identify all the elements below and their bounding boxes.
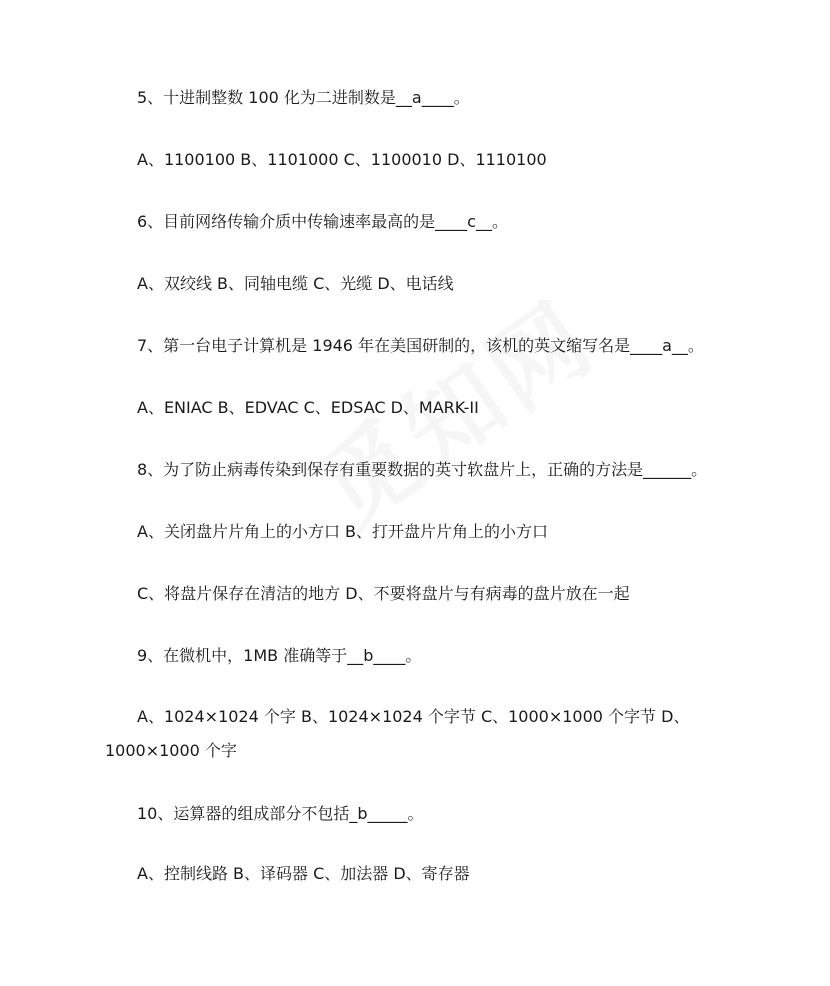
options-6: A、双绞线 B、同轴电缆 C、光缆 D、电话线	[137, 274, 454, 293]
options-10: A、控制线路 B、译码器 C、加法器 D、寄存器	[137, 864, 470, 883]
question-6: 6、目前网络传输介质中传输速率最高的是____c__。	[137, 212, 508, 231]
question-7: 7、第一台电子计算机是 1946 年在美国研制的，该机的英文缩写名是____a__。	[137, 336, 704, 355]
question-8: 8、为了防止病毒传染到保存有重要数据的英寸软盘片上，正确的方法是______。	[137, 460, 708, 479]
question-9: 9、在微机中，1MB 准确等于__b____。	[137, 646, 422, 665]
options-9: A、1024×1024 个字 B、1024×1024 个字节 C、1000×1000 个字节 D、1000×1000 个字	[105, 707, 690, 760]
question-5: 5、十进制整数 100 化为二进制数是__a____。	[137, 88, 470, 107]
options-8-ab: A、关闭盘片片角上的小方口 B、打开盘片片角上的小方口	[137, 522, 549, 541]
options-7: A、ENIAC B、EDVAC C、EDSAC D、MARK-II	[137, 398, 479, 417]
question-10: 10、运算器的组成部分不包括_b_____。	[137, 804, 424, 823]
options-8-cd: C、将盘片保存在清洁的地方 D、不要将盘片与有病毒的盘片放在一起	[137, 584, 630, 603]
options-5: A、1100100 B、1101000 C、1100010 D、1110100	[137, 150, 547, 169]
